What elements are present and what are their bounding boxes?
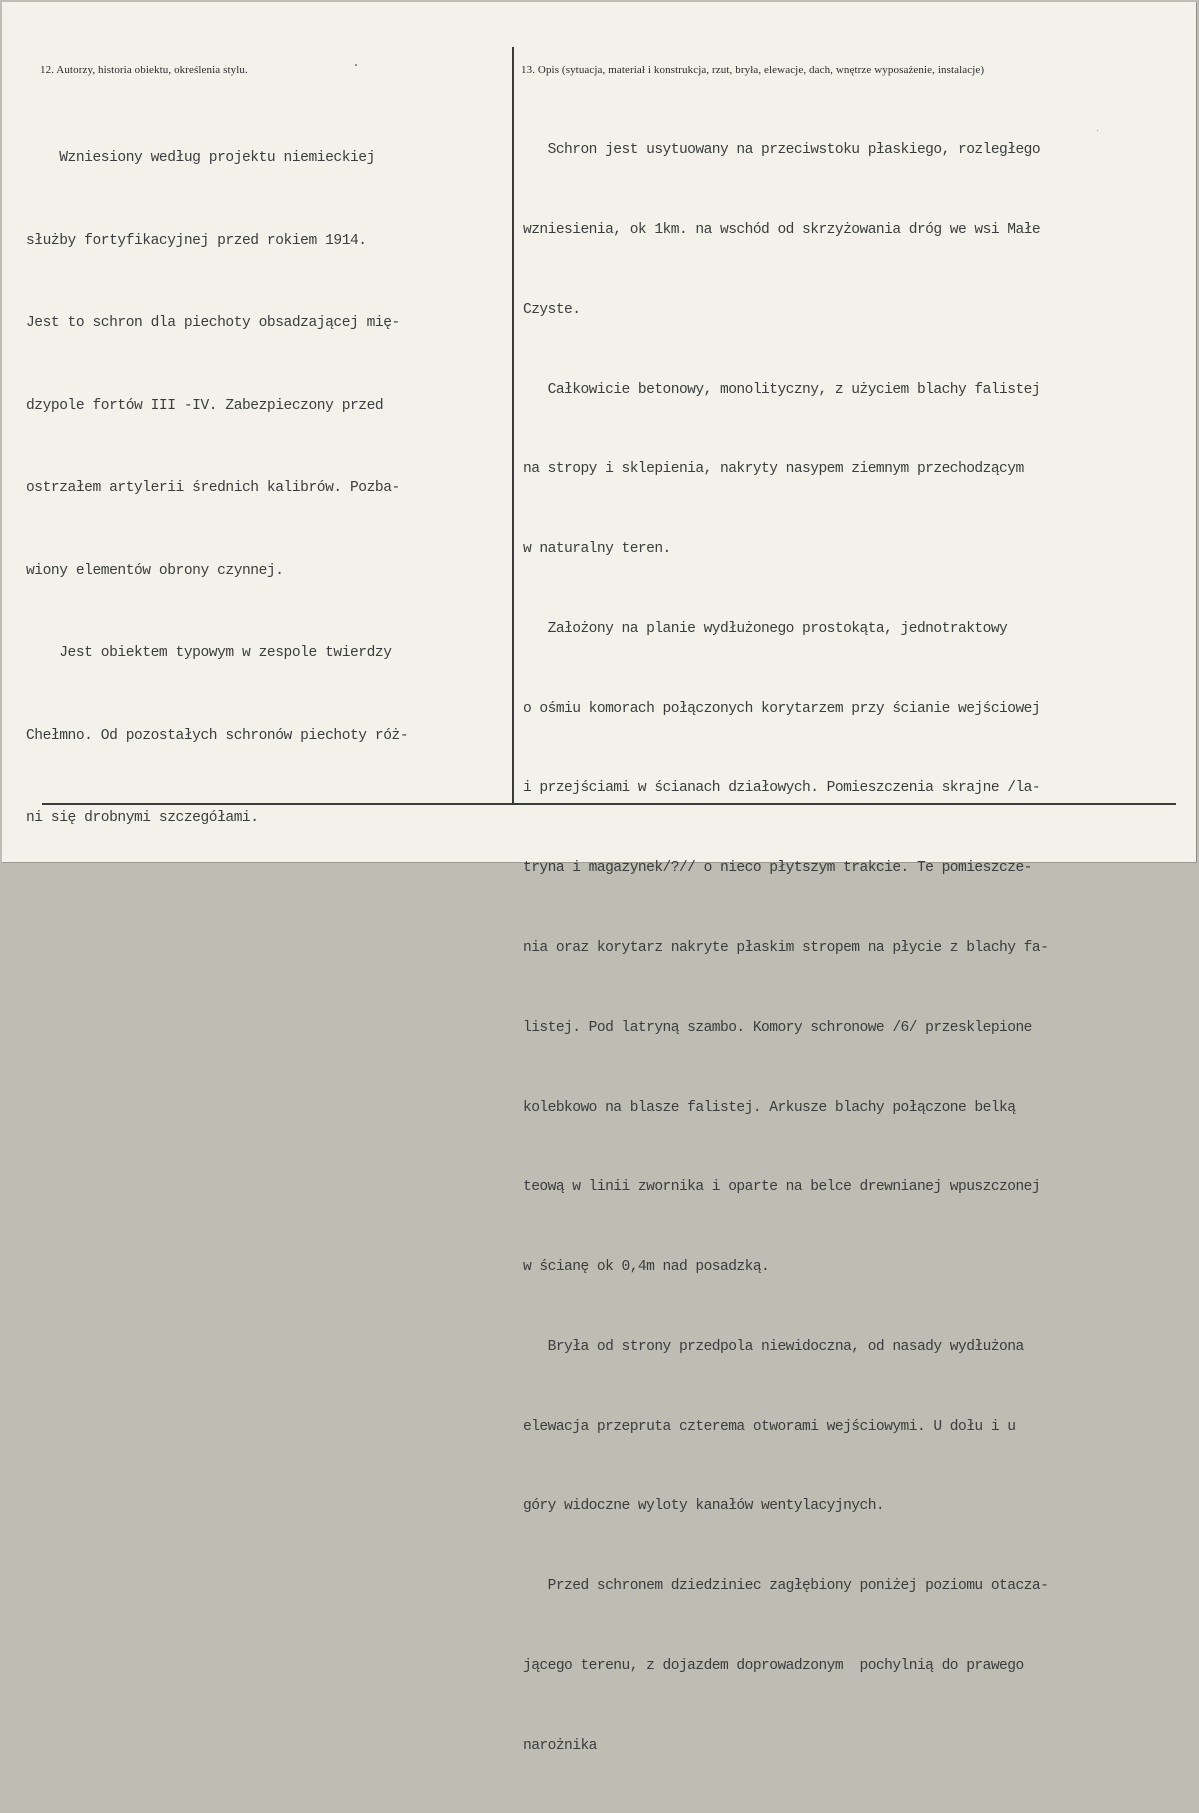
- typed-line: służby fortyfikacyjnej przed rokiem 1914.: [26, 232, 367, 249]
- typed-line: nia oraz korytarz nakryte płaskim stropem na płycie z blachy fa-: [523, 940, 1049, 956]
- typed-line: ostrzałem artylerii średnich kalibrów. Pozba-: [26, 480, 400, 496]
- section-13-text: [523, 84, 1048, 1813]
- section-13-header: 13. Opis (sytuacja, materiał i konstrukcja, rzut, bryła, elewacje, dach, wnętrze wyposażenie, instalacje): [521, 64, 985, 76]
- typed-line: Założony na planie wydłużonego prostokąta, jednotraktowy: [523, 620, 1008, 637]
- typed-line: Całkowicie betonowy, monolityczny, z użyciem blachy falistej: [523, 381, 1041, 398]
- typed-line: kolebkowo na blasze falistej. Arkusze blachy połączone belką: [523, 1099, 1016, 1116]
- typed-line: wzniesienia, ok 1km. na wschód od skrzyżowania dróg we wsi Małe: [523, 221, 1041, 238]
- typed-line: Schron jest usytuowany na przeciwstoku płaskiego, rozległego: [523, 142, 1041, 159]
- paper-speck: [1097, 130, 1098, 131]
- typed-line: wiony elementów obrony czynnej.: [26, 562, 284, 579]
- typed-line: Przed schronem dziedziniec zagłębiony poniżej poziomu otacza-: [523, 1578, 1049, 1595]
- typed-line: narożnika: [523, 1737, 597, 1754]
- typed-line: Czyste.: [523, 301, 581, 318]
- typed-line: w ścianę ok 0,4m nad posadzką.: [523, 1259, 770, 1276]
- paper-speck: [355, 64, 357, 66]
- typed-line: o ośmiu komorach połączonych korytarzem przy ścianie wejściowej: [523, 700, 1041, 717]
- typed-line: Wzniesiony według projektu niemieckiej: [26, 150, 375, 166]
- document-sheet: [2, 2, 1197, 1754]
- column-divider: [512, 47, 514, 804]
- typed-line: Jest to schron dla piechoty obsadzającej mię-: [26, 315, 400, 331]
- typed-line: teową w linii zwornika i oparte na belce drewnianej wpuszczonej: [523, 1179, 1041, 1196]
- typed-line: i przejściami w ścianach działowych. Pomieszczenia skrajne /la-: [523, 780, 1041, 797]
- typed-line: jącego terenu, z dojazdem doprowadzonym pochylnią do prawego: [523, 1658, 1024, 1675]
- typed-line: Bryła od strony przedpola niewidoczna, od nasady wydłużona: [523, 1338, 1024, 1355]
- typed-line: na stropy i sklepienia, nakryty nasypem ziemnym przechodzącym: [523, 461, 1024, 478]
- section-12-text: [26, 90, 408, 888]
- typed-line: w naturalny teren.: [523, 541, 671, 558]
- typed-line: góry widoczne wyloty kanałów wentylacyjnych.: [523, 1498, 885, 1515]
- typed-line: tryna i magazynek/?// o nieco płytszym trakcie. Te pomieszcze-: [523, 860, 1032, 877]
- typed-line: listej. Pod latryną szambo. Komory schronowe /6/ przesklepione: [523, 1019, 1032, 1036]
- section-12-header: 12. Autorzy, historia obiektu, określenia stylu.: [40, 64, 248, 76]
- typed-line: elewacja przepruta czterema otworami wejściowymi. U dołu i u: [523, 1418, 1016, 1435]
- typed-line: Jest obiektem typowym w zespole twierdzy: [26, 645, 392, 661]
- typed-line: Chełmno. Od pozostałych schronów piechoty róż-: [26, 727, 409, 744]
- typed-line: ni się drobnymi szczegółami.: [26, 810, 259, 826]
- typed-line: dzypole fortów III -IV. Zabezpieczony przed: [26, 397, 384, 414]
